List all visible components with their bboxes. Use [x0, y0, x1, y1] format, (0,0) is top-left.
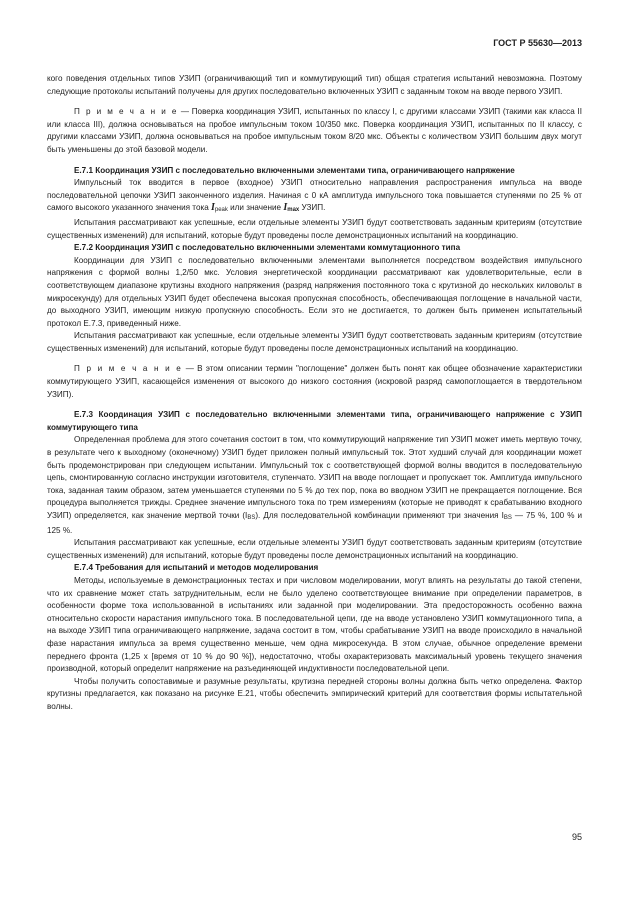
- document-page: [47, 38, 583, 714]
- note-1-text: — Поверка координация УЗИП, испытанных по классу I, с другими классами УЗИП (такими как класса II или класса III), должна основываться на пробое импульсным током 10/350 мкс. Поверка координация УЗИП, испытанных по II классу, с другими классами УЗИП, должна основываться на пробое импульсным током 8/20 мкс. Объекты с количеством УЗИП большим двух могут быть уменьшены до этой базовой модели.: [47, 107, 582, 154]
- section-e73-paragraph-2: Испытания рассматривают как успешные, если отдельные элементы УЗИП будут соответствовать заданным критериям (отсутствие существенных изменений) для испытаний, которые будут проведены после демонстрационных испытаний на координацию.: [47, 538, 582, 560]
- section-e74-paragraph-2: Чтобы получить сопоставимые и разумные результаты, крутизна передней стороны волны должна быть четко определена. Фактор крутизны предлагается, как показано на рисунке Е.21, чтобы обеспечить эмпирический критерий для соответствия формы испытательной волны.: [47, 676, 582, 711]
- note-2-label: П р и м е ч а н и е: [74, 364, 183, 374]
- section-e71-heading: Е.7.1 Координация УЗИП с последовательно включенными элементами типа, ограничивающего напряжение: [74, 165, 515, 175]
- note-2-text: — В этом описании термин "поглощение" должен быть понят как общее обозначение характеристики коммутирующего УЗИП, касающейся изменения от высокого до низкого состояния (искровой разряд самопоглощается в твердотельном УЗИП).: [47, 364, 583, 399]
- note-1-label: П р и м е ч а н и е: [74, 107, 179, 117]
- intro-paragraph: кого поведения отдельных типов УЗИП (ограничивающий тип и коммутирующий тип) общая стратегия испытаний невозможна. Поэтому следующие протоколы испытаний получены для других последовательно включенных УЗИП с заданным током на вводе первого УЗИП.: [47, 74, 582, 96]
- standard-designation: ГОСТ Р 55630—2013: [493, 38, 582, 48]
- section-e71-paragraph-2: Испытания рассматривают как успешные, если отдельные элементы УЗИП будут соответствовать заданным критериям (отсутствие существенных изменений) для испытаний, которые будут проведены после демонстрационных испытаний на координацию.: [47, 217, 582, 240]
- section-e72-paragraph-2: Испытания рассматривают как успешные, если отдельные элементы УЗИП будут соответствовать заданным критериям (отсутствие существенных изменений) для испытаний, которые будут проведены после демонстрационных испытаний на координацию.: [47, 331, 582, 353]
- note-1: [47, 106, 582, 156]
- note-2: [47, 363, 582, 401]
- page-number: 95: [571, 832, 582, 842]
- section-e72-paragraph-1: Координации для УЗИП с последовательно включенными элементами выполняется посредством воздействия импульсного напряжения с формой волны 1,2/50 мкс. Условия энергетической координации рассматривают как удовлетворительные, если в соответствующем диапазоне крутизны входного напряжения (разряд напряжения постоянного тока с крутизной до нескольких киловольт в микросекунду) для отдельных УЗИП будет обеспечена высокая пропускная способность, обеспечивающая поглощение в начальной части, до выходного УЗИП, имеющим низкую пропускную способность. Если это не достигается, то должен быть применен испытательный протокол Е.7.3, приведенный ниже.: [47, 255, 582, 328]
- section-e73-paragraph-1: Определенная проблема для этого сочетания состоит в том, что коммутирующий напряжение тип УЗИП может иметь мертвую точку, в результате чего к выходному (оконечному) УЗИП будет приложен полный импульсный ток. Этот худший случай для координации может быть продемонстрирован при следующем испытании. Импульсный ток с соответствующей формой волны вводится в последовательную цепь, смонтированную согласно инструкции изготовителя, ступенчато. УЗИП на вводе поглощает и пропускает ток. Амплитуда импульсного тока, заданная таким образом, затем уменьшается ступенями по 5 % до тех пор, пока во вводном УЗИП не прекращается поглощение. Вся процедура выполняется трижды. Среднее значение импульсного тока по трем измерениям (которые не приводят к срабатыванию входного УЗИП) определяется, как значение мертвой точки (IBS). Для последовательной комбинации применяют три значения IBS — 75 %, 100 % и 125 %.: [47, 435, 583, 535]
- section-e74-heading: Е.7.4 Требования для испытаний и методов моделирования: [74, 563, 319, 573]
- section-e71-paragraph-1: Импульсный ток вводится в первое (входное) УЗИП относительно направления распространения импульса на вводе последовательной цепочки УЗИП законченного изделия. Начиная с 0 кА амплитуда импульсного тока повышается ступенями по 25 % от самого высокого указанного значения тока Ipeak или значение Imax УЗИП.: [47, 178, 582, 214]
- section-e72-heading: Е.7.2 Координация УЗИП с последовательно включенными элементами коммутационного типа: [74, 243, 461, 253]
- section-e73-heading: Е.7.3 Координация УЗИП с последовательно включенными элементами типа, ограничивающего напряжение с УЗИП коммутирующего типа: [47, 410, 582, 432]
- section-e74-paragraph-1: Методы, используемые в демонстрационных тестах и при числовом моделировании, могут влиять на результаты до такой степени, что их сравнение может стать затруднительным, если не было уделено соответствующее внимание при определении параметров, в особенности форме тока использованной в испытаниях или заданной при моделировании. Эта предосторожность особенно важна относительно скорости нарастания импульсного тока. В последовательной цепи, где на вводе установлено УЗИП коммутационного типа, а на выходе УЗИП типа ограничивающего напряжение, задача состоит в том, чтобы срабатывание УЗИП на вводе происходило в начальной фазе нарастания импульса за время существенно меньше, чем одна микросекунда. В этом случае, обычное определение времени переднего фронта (1,25 х [время от 10 % до 90 %]), недостаточно, чтобы охарактеризовать максимальный уровень текущего значения производной, который определит напряжение на разъединяющей индуктивности последовательной цепи.: [47, 575, 582, 674]
